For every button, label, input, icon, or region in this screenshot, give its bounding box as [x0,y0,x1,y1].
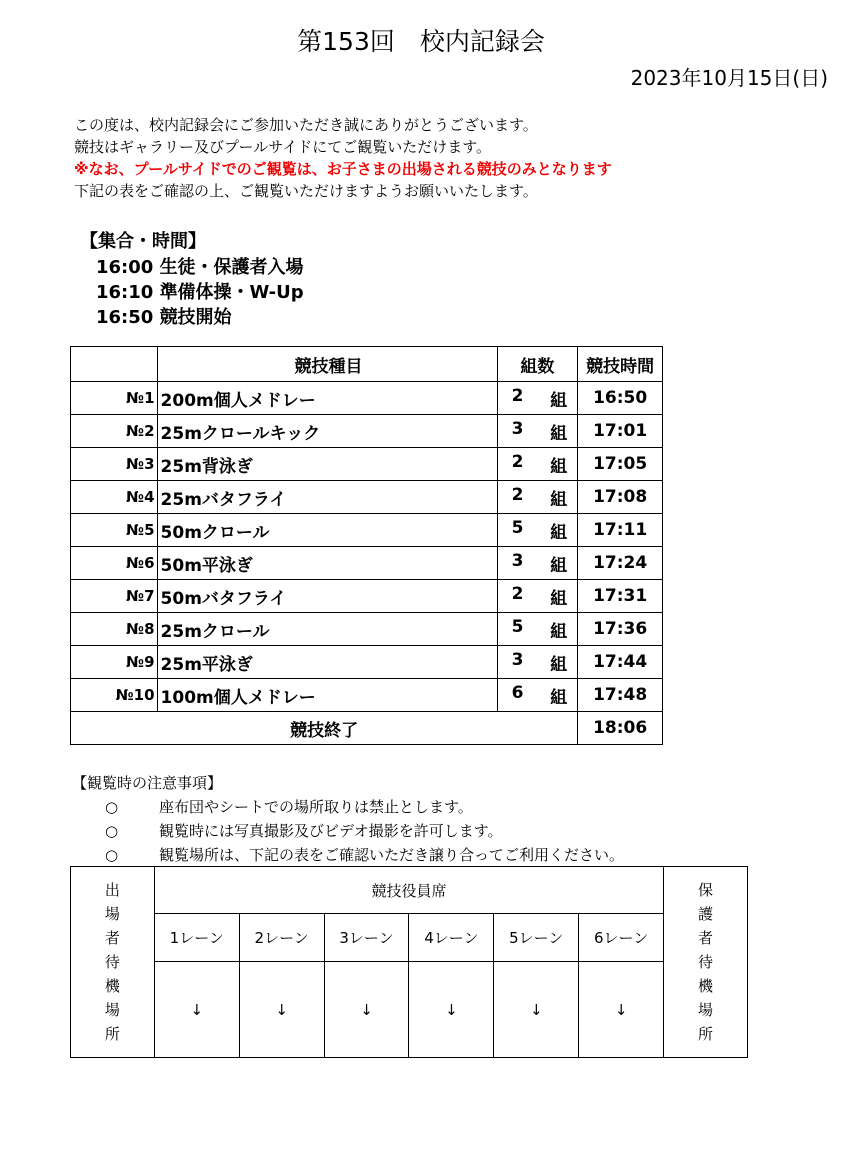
note-item [105,820,503,841]
vertical-char: 護 [698,905,714,923]
event-name: 25mバタフライ [157,481,497,514]
intro-line: 競技はギャラリー及びプールサイドにてご観覧いただけます。 [74,138,492,156]
event-date: 2023年10月15日(日) [630,66,828,90]
event-time: 17:11 [578,514,663,547]
lane-row [71,914,748,962]
group-count: 6 [511,682,524,703]
event-name: 50mバタフライ [157,580,497,613]
header-time: 競技時間 [578,347,663,382]
vertical-char: 機 [104,977,120,995]
event-groups [497,679,578,712]
event-time: 17:08 [578,481,663,514]
event-no: №4 [71,481,158,514]
lane-header: 4レーン [409,914,494,962]
table-row [71,448,663,481]
lane-header: 3レーン [324,914,409,962]
event-time: 17:36 [578,613,663,646]
down-arrow-icon: ↓ [154,962,239,1058]
lane-header: 1レーン [154,914,239,962]
notes-heading: 【観覧時の注意事項】 [72,774,223,792]
intro-warning: ※なお、プールサイドでのご観覧は、お子さまの出場される競技のみとなります [74,160,612,178]
event-name: 25m平泳ぎ [157,646,497,679]
vertical-char: 保 [698,881,714,899]
group-count: 3 [511,649,524,670]
event-name: 50m平泳ぎ [157,547,497,580]
group-unit: 組 [550,456,568,477]
table-row [71,679,663,712]
lane-header: 2レーン [239,914,324,962]
event-time: 17:01 [578,415,663,448]
note-text: 観覧場所は、下記の表をご確認いただき譲り合ってご利用ください。 [159,846,625,864]
group-count: 3 [511,550,524,571]
table-row [71,514,663,547]
event-no: №9 [71,646,158,679]
group-count: 3 [511,418,524,439]
event-time: 17:24 [578,547,663,580]
note-item [105,796,473,817]
event-no: №8 [71,613,158,646]
table-row [71,481,663,514]
group-unit: 組 [550,390,568,411]
bullet-icon: ○ [105,822,119,840]
events-table [70,346,663,745]
header-groups: 組数 [497,347,578,382]
event-no: №6 [71,547,158,580]
guardian-waiting-area [664,867,748,1058]
table-row [71,646,663,679]
group-count: 5 [511,517,524,538]
group-unit: 組 [550,489,568,510]
event-groups [497,580,578,613]
event-groups [497,448,578,481]
group-count: 5 [511,616,524,637]
event-groups [497,613,578,646]
event-time: 17:44 [578,646,663,679]
table-row [71,415,663,448]
event-name: 25m背泳ぎ [157,448,497,481]
vertical-char: 場 [104,1001,120,1019]
event-time: 17:31 [578,580,663,613]
event-groups [497,514,578,547]
gathering-item: 16:10 準備体操・W-Up [96,282,304,303]
gathering-item: 16:50 競技開始 [96,307,232,328]
event-name: 50mクロール [157,514,497,547]
group-count: 2 [511,583,524,604]
page-title: 第153回 校内記録会 [297,27,545,56]
vertical-char: 所 [104,1025,120,1043]
group-count: 2 [511,385,524,406]
group-unit: 組 [550,522,568,543]
table-row [71,613,663,646]
event-groups [497,415,578,448]
bullet-icon: ○ [105,798,119,816]
vertical-char: 者 [104,929,120,947]
event-groups [497,547,578,580]
arrow-row [71,962,748,1058]
header-no [71,347,158,382]
group-unit: 組 [550,588,568,609]
group-count: 2 [511,451,524,472]
lane-header: 6レーン [579,914,664,962]
event-groups [497,382,578,415]
table-row [71,547,663,580]
gathering-heading: 【集合・時間】 [80,231,206,252]
event-name: 25mクロールキック [157,415,497,448]
group-count: 2 [511,484,524,505]
table-row-end [71,712,663,745]
vertical-char: 待 [104,953,120,971]
event-name: 100m個人メドレー [157,679,497,712]
note-text: 観覧時には写真撮影及びビデオ撮影を許可します。 [159,822,503,840]
vertical-char: 場 [104,905,120,923]
group-unit: 組 [550,423,568,444]
group-unit: 組 [550,654,568,675]
header-event: 競技種目 [157,347,497,382]
table-row [71,382,663,415]
intro-line: 下記の表をご確認の上、ご観覧いただけますようお願いいたします。 [74,182,538,200]
event-name: 200m個人メドレー [157,382,497,415]
event-time: 16:50 [578,382,663,415]
down-arrow-icon: ↓ [579,962,664,1058]
vertical-char: 場 [698,1001,714,1019]
table-header-row [71,347,663,382]
event-no: №7 [71,580,158,613]
seating-table [70,866,748,1058]
group-unit: 組 [550,555,568,576]
event-groups [497,481,578,514]
group-unit: 組 [550,687,568,708]
event-name: 25mクロール [157,613,497,646]
table-row [71,580,663,613]
vertical-char: 待 [698,953,714,971]
down-arrow-icon: ↓ [409,962,494,1058]
event-no: №2 [71,415,158,448]
vertical-char: 所 [698,1025,714,1043]
down-arrow-icon: ↓ [239,962,324,1058]
officials-seat-heading: 競技役員席 [154,867,663,914]
vertical-char: 機 [698,977,714,995]
vertical-char: 出 [104,881,120,899]
note-item [105,844,624,865]
lane-header: 5レーン [494,914,579,962]
end-label: 競技終了 [71,712,578,745]
gathering-item: 16:00 生徒・保護者入場 [96,257,304,278]
end-time: 18:06 [578,712,663,745]
vertical-char: 者 [698,929,714,947]
down-arrow-icon: ↓ [494,962,579,1058]
down-arrow-icon: ↓ [324,962,409,1058]
event-no: №1 [71,382,158,415]
event-time: 17:48 [578,679,663,712]
group-unit: 組 [550,621,568,642]
event-time: 17:05 [578,448,663,481]
event-no: №3 [71,448,158,481]
event-groups [497,646,578,679]
intro-line: この度は、校内記録会にご参加いただき誠にありがとうございます。 [74,116,538,134]
note-text: 座布団やシートでの場所取りは禁止とします。 [159,798,473,816]
event-no: №10 [71,679,158,712]
event-no: №5 [71,514,158,547]
athlete-waiting-area [71,867,155,1058]
bullet-icon: ○ [105,846,119,864]
